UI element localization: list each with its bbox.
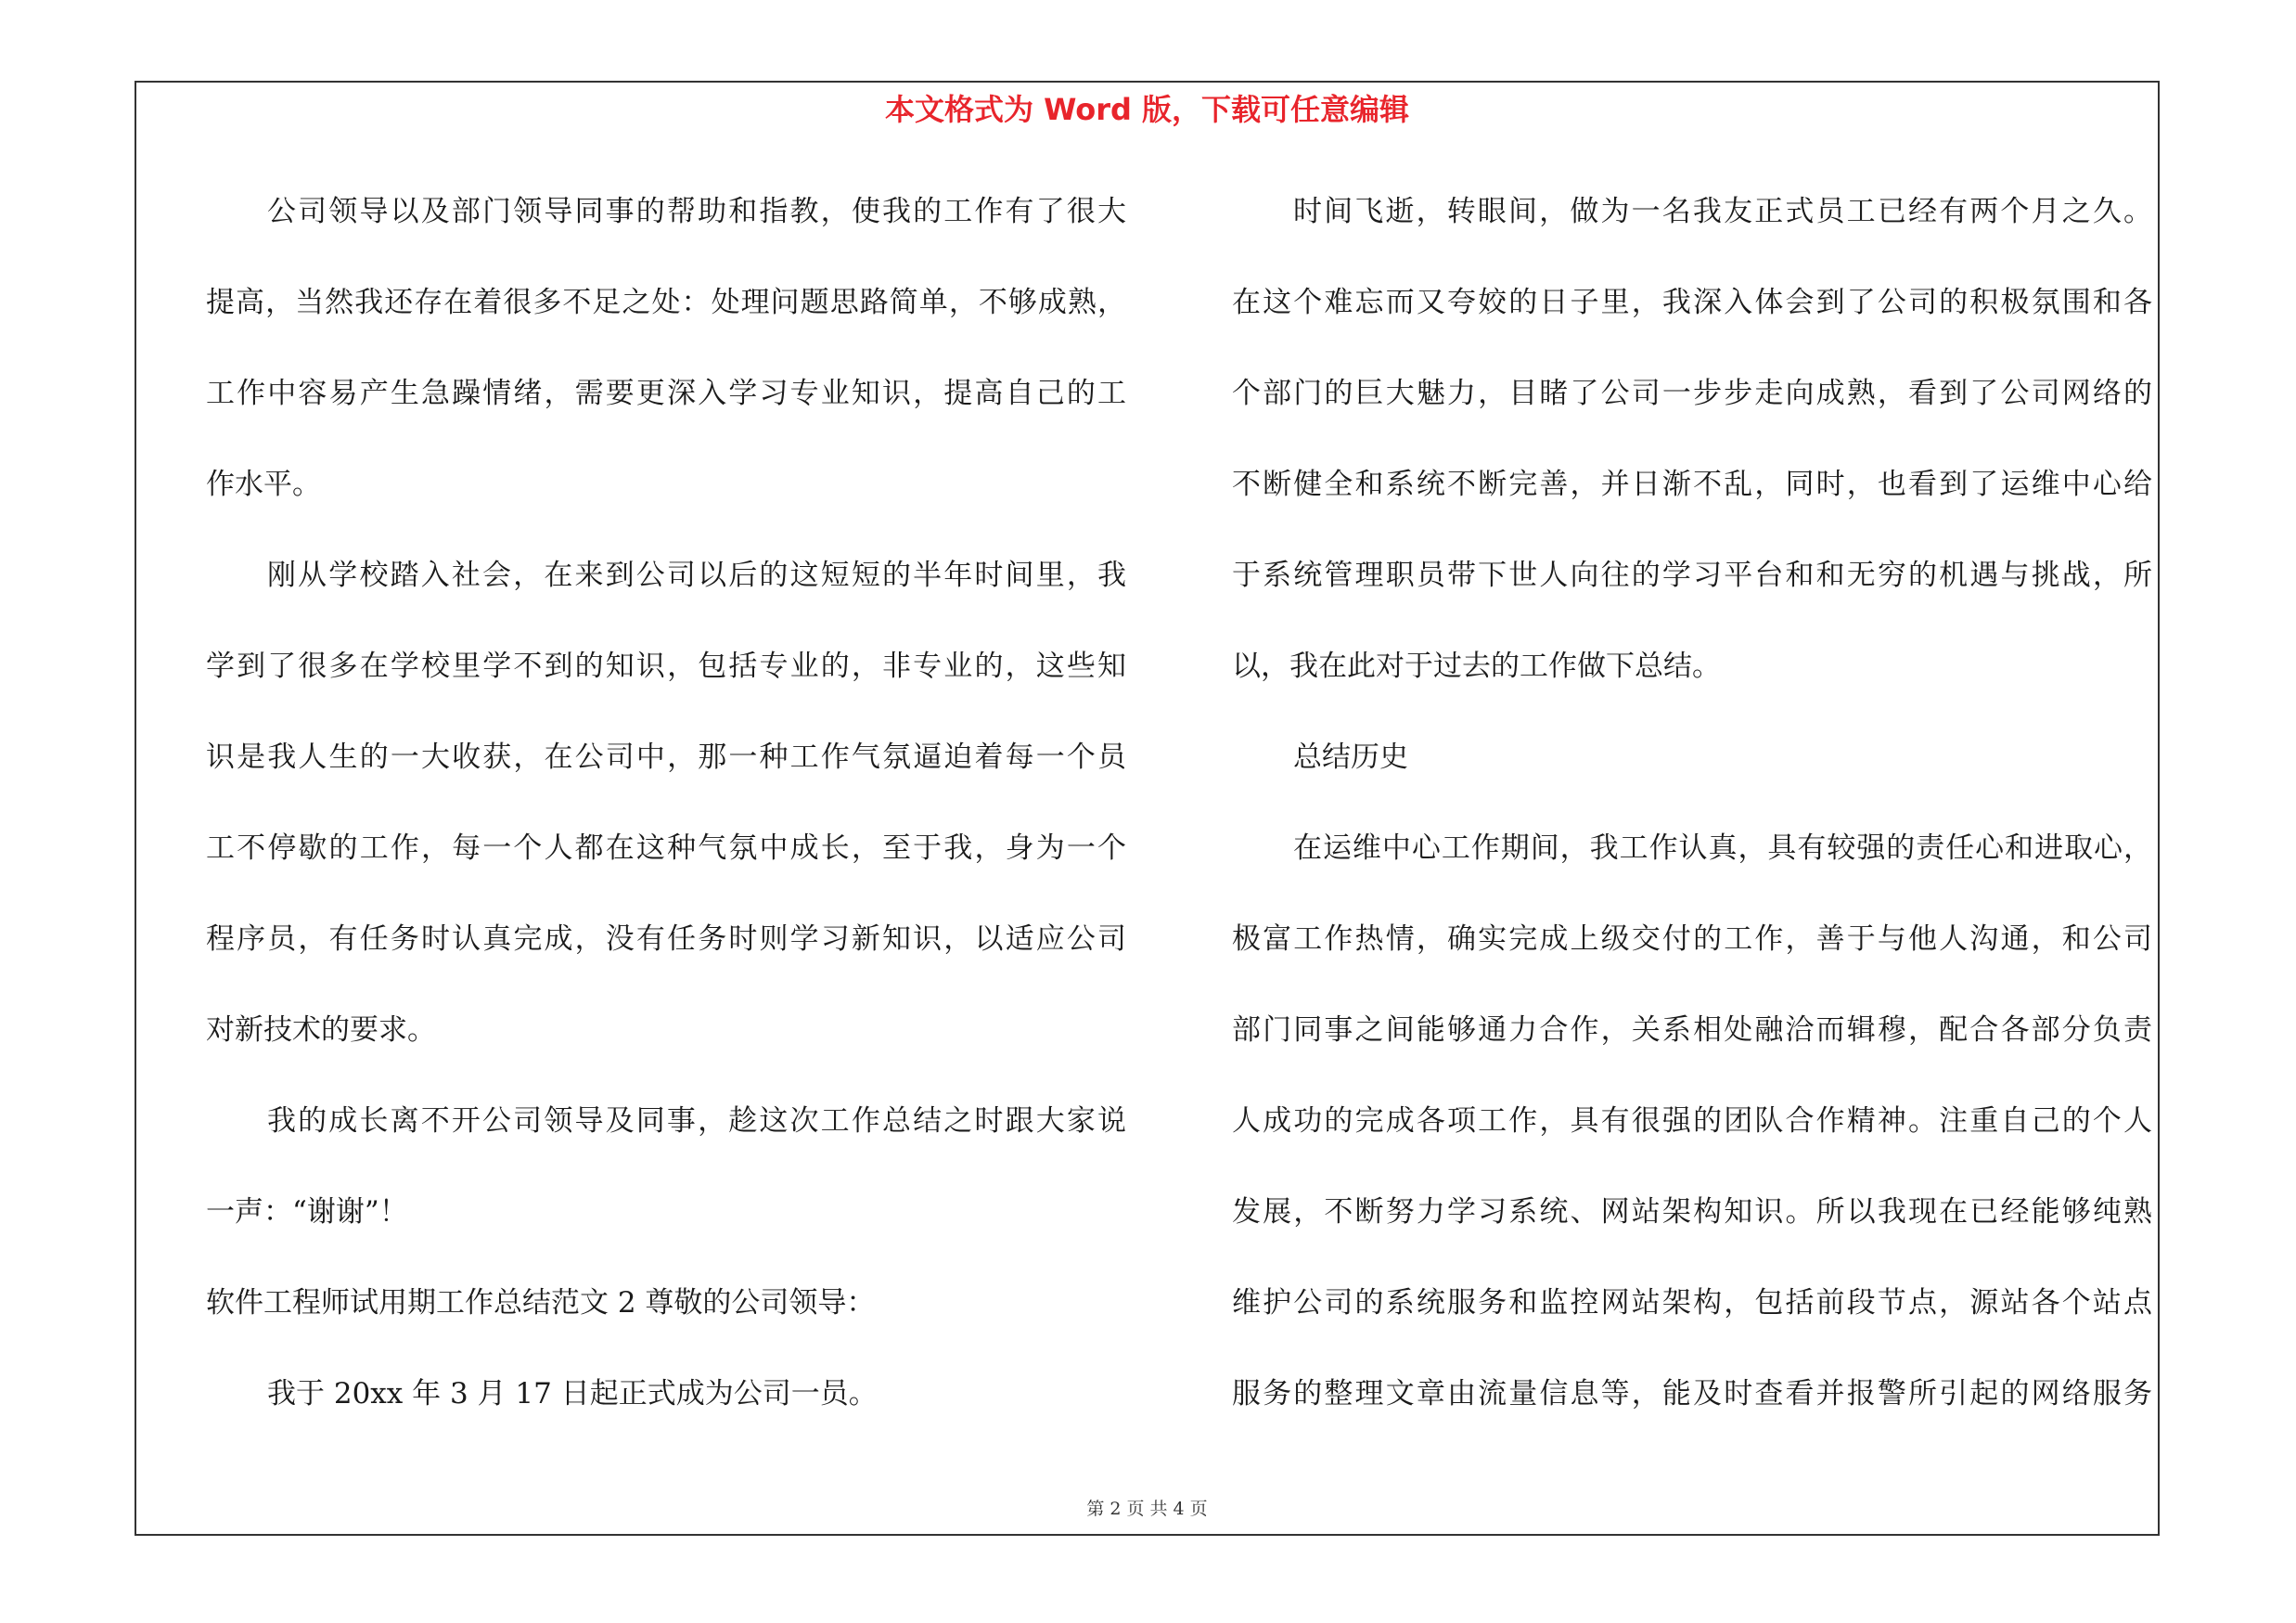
text-line: 在运维中心工作期间，我工作认真，具有较强的责任心和进取心， xyxy=(1293,831,2152,865)
text-line: 维护公司的系统服务和监控网站架构，包括前段节点，源站各个站点 xyxy=(1232,1286,2152,1320)
text-line: 工不停歇的工作，每一个人都在这种气氛中成长，至于我，身为一个 xyxy=(206,831,1126,865)
text-line: 在这个难忘而又夸姣的日子里，我深入体会到了公司的积极氛围和各 xyxy=(1232,286,2152,319)
text-line: 以，我在此对于过去的工作做下总结。 xyxy=(1232,650,1721,683)
text-line: 我于 20xx 年 3 月 17 日起正式成为公司一员。 xyxy=(267,1377,878,1410)
text-line: 对新技术的要求。 xyxy=(206,1013,436,1047)
text-line: 学到了很多在学校里学不到的知识，包括专业的，非专业的，这些知 xyxy=(206,650,1126,683)
text-line: 我的成长离不开公司领导及同事，趁这次工作总结之时跟大家说 xyxy=(267,1104,1126,1138)
header-banner: 本文格式为 Word 版，下载可任意编辑 xyxy=(884,92,1410,127)
text-line: 人成功的完成各项工作，具有很强的团队合作精神。注重自己的个人 xyxy=(1232,1104,2152,1138)
text-line: 发展，不断努力学习系统、网站架构知识。所以我现在已经能够纯熟 xyxy=(1232,1195,2152,1229)
text-line: 刚从学校踏入社会，在来到公司以后的这短短的半年时间里，我 xyxy=(267,559,1126,592)
text-line: 部门同事之间能够通力合作，关系相处融洽而辑穆，配合各部分负责 xyxy=(1232,1013,2152,1047)
text-line: 软件工程师试用期工作总结范文 2 尊敬的公司领导： xyxy=(206,1286,876,1320)
right-text-column xyxy=(1232,184,2152,1457)
text-line: 服务的整理文章由流量信息等，能及时查看并报警所引起的网络服务 xyxy=(1232,1377,2152,1410)
text-line: 极富工作热情，确实完成上级交付的工作，善于与他人沟通，和公司 xyxy=(1232,922,2152,956)
text-line: 作水平。 xyxy=(206,468,321,501)
text-line: 工作中容易产生急躁情绪，需要更深入学习专业知识，提高自己的工 xyxy=(206,377,1126,410)
text-line: 于系统管理职员带下世人向往的学习平台和和无穷的机遇与挑战，所 xyxy=(1232,559,2152,592)
text-line: 总结历史 xyxy=(1293,741,1408,774)
text-line: 公司领导以及部门领导同事的帮助和指教，使我的工作有了很大 xyxy=(267,195,1126,228)
text-line: 提高，当然我还存在着很多不足之处：处理问题思路简单，不够成熟， xyxy=(206,286,1126,319)
page-footer: 第 2 页 共 4 页 xyxy=(1086,1499,1208,1519)
text-line: 个部门的巨大魅力，目睹了公司一步步走向成熟，看到了公司网络的 xyxy=(1232,377,2152,410)
text-line: 识是我人生的一大收获，在公司中，那一种工作气氛逼迫着每一个员 xyxy=(206,741,1126,774)
text-line: 程序员，有任务时认真完成，没有任务时则学习新知识，以适应公司 xyxy=(206,922,1126,956)
text-line: 不断健全和系统不断完善，并日渐不乱，同时，也看到了运维中心给 xyxy=(1232,468,2152,501)
text-line: 时间飞逝，转眼间，做为一名我友正式员工已经有两个月之久。 xyxy=(1293,195,2152,228)
left-text-column xyxy=(206,184,1126,1457)
text-line: 一声：“谢谢”！ xyxy=(206,1195,408,1229)
